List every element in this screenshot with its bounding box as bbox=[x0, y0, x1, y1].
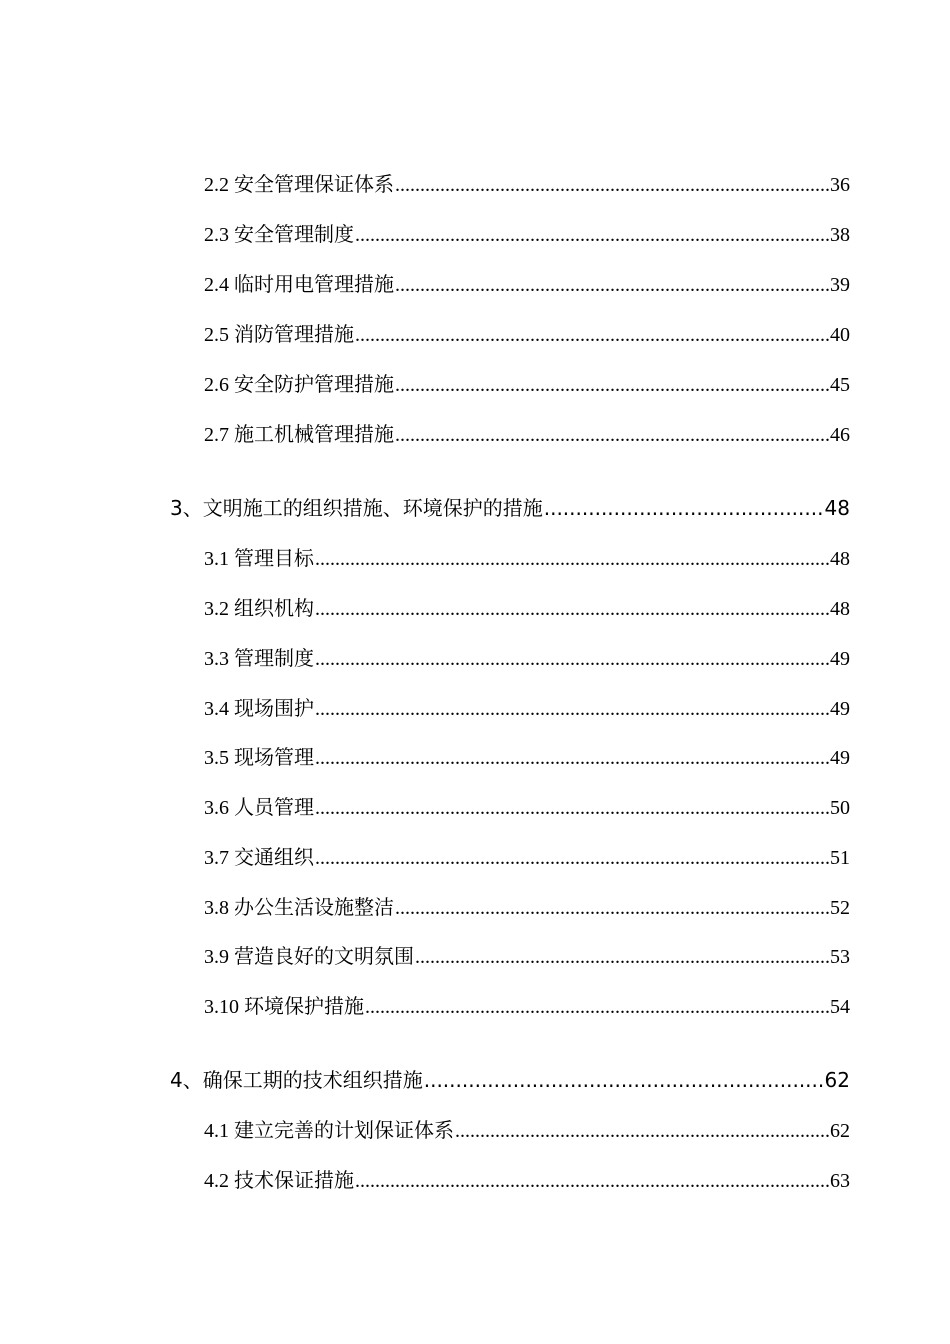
toc-entry-title: 4.2 技术保证措施 bbox=[204, 1170, 354, 1192]
toc-dot-leader bbox=[455, 1120, 829, 1143]
toc-entry[interactable] bbox=[204, 418, 850, 447]
toc-entry-title: 4.1 建立完善的计划保证体系 bbox=[204, 1120, 454, 1142]
toc-entry[interactable] bbox=[204, 318, 850, 347]
toc-entry-title: 3、文明施工的组织措施、环境保护的措施 bbox=[170, 496, 543, 520]
toc-entry[interactable] bbox=[204, 692, 850, 721]
toc-entry-page: 45 bbox=[830, 374, 850, 396]
toc-entry[interactable] bbox=[204, 741, 850, 770]
toc-entry-title: 2.2 安全管理保证体系 bbox=[204, 174, 394, 196]
toc-dot-leader bbox=[395, 374, 829, 397]
toc-entry[interactable] bbox=[204, 891, 850, 920]
toc-entry-title: 3.3 管理制度 bbox=[204, 648, 314, 670]
toc-dot-leader bbox=[315, 598, 829, 621]
toc-entry-page: 38 bbox=[830, 224, 850, 246]
toc-entry[interactable] bbox=[204, 1114, 850, 1143]
toc-entry-page: 46 bbox=[830, 424, 850, 446]
toc-entry-title: 2.7 施工机械管理措施 bbox=[204, 424, 394, 446]
toc-entry-title: 3.10 环境保护措施 bbox=[204, 996, 364, 1018]
toc-entry[interactable] bbox=[204, 268, 850, 297]
toc-entry[interactable] bbox=[204, 368, 850, 397]
toc-dot-leader bbox=[315, 797, 829, 820]
toc-dot-leader bbox=[415, 946, 829, 969]
toc-dot-leader bbox=[315, 698, 829, 721]
toc-dot-leader bbox=[395, 897, 829, 920]
toc-dot-leader bbox=[395, 274, 829, 297]
toc-entry-page: 39 bbox=[830, 274, 850, 296]
toc-entry-page: 54 bbox=[830, 996, 850, 1018]
toc-entry[interactable] bbox=[204, 168, 850, 197]
toc-dot-leader bbox=[355, 224, 829, 247]
toc-dot-leader bbox=[315, 847, 829, 870]
toc-dot-leader bbox=[355, 1170, 829, 1193]
toc-dot-leader bbox=[544, 496, 824, 520]
toc-entry-title: 3.7 交通组织 bbox=[204, 847, 314, 869]
toc-entry-page: 40 bbox=[830, 324, 850, 346]
toc-entry-title: 3.2 组织机构 bbox=[204, 598, 314, 620]
toc-entry[interactable] bbox=[204, 990, 850, 1019]
toc-entry-title: 2.3 安全管理制度 bbox=[204, 224, 354, 246]
toc-entry[interactable] bbox=[204, 791, 850, 820]
toc-dot-leader bbox=[365, 996, 829, 1019]
toc-entry-page: 48 bbox=[830, 598, 850, 620]
toc-entry[interactable] bbox=[204, 940, 850, 969]
toc-entry-page: 62 bbox=[830, 1120, 850, 1142]
toc-entry-page: 36 bbox=[830, 174, 850, 196]
toc-entry-page: 50 bbox=[830, 797, 850, 819]
toc-entry-page: 48 bbox=[830, 548, 850, 570]
toc-entry-title: 3.6 人员管理 bbox=[204, 797, 314, 819]
toc-entry-page: 49 bbox=[830, 698, 850, 720]
toc-entry-page: 48 bbox=[824, 496, 850, 520]
toc-dot-leader bbox=[315, 548, 829, 571]
toc-entry-title: 3.5 现场管理 bbox=[204, 747, 314, 769]
toc-entry-page: 51 bbox=[830, 847, 850, 869]
toc-entry-title: 3.8 办公生活设施整洁 bbox=[204, 897, 394, 919]
toc-chapter-entry[interactable] bbox=[170, 1064, 850, 1093]
toc-dot-leader bbox=[395, 174, 829, 197]
toc-entry-title: 2.5 消防管理措施 bbox=[204, 324, 354, 346]
toc-entry-title: 3.9 营造良好的文明氛围 bbox=[204, 946, 414, 968]
toc-dot-leader bbox=[424, 1068, 824, 1092]
toc-entry-page: 49 bbox=[830, 648, 850, 670]
toc-entry[interactable] bbox=[204, 1164, 850, 1193]
toc-entry[interactable] bbox=[204, 642, 850, 671]
toc-entry-title: 3.4 现场围护 bbox=[204, 698, 314, 720]
toc-entry-page: 52 bbox=[830, 897, 850, 919]
toc-entry[interactable] bbox=[204, 542, 850, 571]
toc-entry-page: 62 bbox=[824, 1068, 850, 1092]
toc-entry[interactable] bbox=[204, 841, 850, 870]
toc-entry-page: 63 bbox=[830, 1170, 850, 1192]
toc-entry[interactable] bbox=[204, 592, 850, 621]
toc-entry-title: 4、确保工期的技术组织措施 bbox=[170, 1068, 423, 1092]
toc-entry-title: 2.4 临时用电管理措施 bbox=[204, 274, 394, 296]
toc-dot-leader bbox=[315, 648, 829, 671]
toc-entry-title: 3.1 管理目标 bbox=[204, 548, 314, 570]
toc-entry-page: 49 bbox=[830, 747, 850, 769]
toc-chapter-entry[interactable] bbox=[170, 492, 850, 521]
toc-dot-leader bbox=[315, 747, 829, 770]
toc-entry-title: 2.6 安全防护管理措施 bbox=[204, 374, 394, 396]
toc-entry[interactable] bbox=[204, 218, 850, 247]
toc-dot-leader bbox=[355, 324, 829, 347]
toc-entry-page: 53 bbox=[830, 946, 850, 968]
toc-dot-leader bbox=[395, 424, 829, 447]
